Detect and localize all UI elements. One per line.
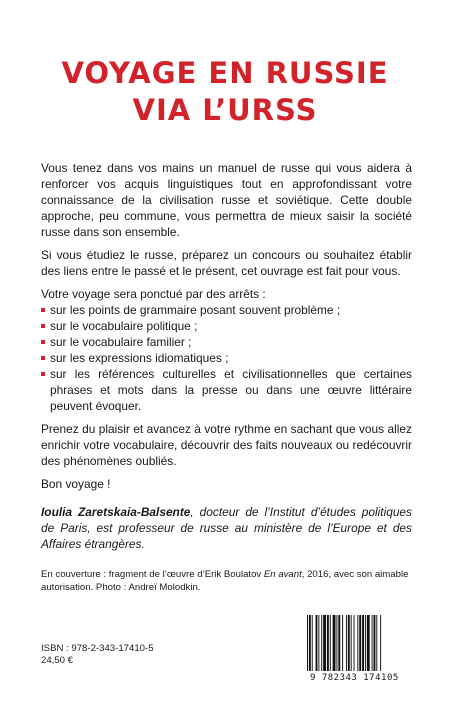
barcode-bar xyxy=(357,615,358,671)
barcode-bar xyxy=(307,615,308,671)
cover-credit xyxy=(41,568,411,594)
book-title-line-1: VOYAGE EN RUSSIE xyxy=(61,56,389,90)
barcode-bar xyxy=(338,615,340,671)
barcode-bar xyxy=(380,615,381,671)
barcode-bar xyxy=(333,615,336,671)
credit-prefix: En couverture : fragment de l’œuvre d’Erik Boulatov xyxy=(41,569,264,580)
barcode-bar xyxy=(323,615,326,671)
list-item: sur le vocabulaire familier ; xyxy=(41,334,412,350)
barcode-bar xyxy=(348,615,350,671)
barcode-bar xyxy=(316,615,318,671)
barcode-bar xyxy=(367,615,370,671)
barcode-bar xyxy=(321,615,322,671)
barcode-bar xyxy=(374,615,376,671)
bon-voyage: Bon voyage ! xyxy=(41,477,111,491)
intro-paragraph: Vous tenez dans vos mains un manuel de russe qui vous aidera à renforcer vos acquis linguistiques tout en approfondissant votre connaissance de la civilisation russe et soviétique. Cette double approche, peu commune, vous permettra de mieux saisir la société russe dans son ensemble. xyxy=(41,161,412,239)
book-title-line-2: VIA L’URSS xyxy=(132,93,318,127)
author-description: , docteur de l’Institut d’études politiques de Paris, est professeur de russe au ministère de l’Europe et des Affaires étrangères. xyxy=(41,505,412,551)
barcode-bar xyxy=(362,615,364,671)
barcode-bar xyxy=(372,615,373,671)
isbn: ISBN : 978-2-343-17410-5 xyxy=(41,643,154,654)
credit-work-title: En avant xyxy=(263,569,302,580)
barcode-bar xyxy=(336,615,337,671)
list-item: sur le vocabulaire politique ; xyxy=(41,318,412,334)
barcode xyxy=(301,615,409,677)
barcode-bar xyxy=(359,615,361,671)
stops-intro: Votre voyage sera ponctué par des arrêts : xyxy=(41,287,266,301)
isbn-block xyxy=(41,643,154,667)
price: 24,50 € xyxy=(41,655,74,666)
barcode-bar xyxy=(309,615,311,671)
stops-list xyxy=(41,302,412,414)
author-bio xyxy=(41,504,412,552)
barcode-bar xyxy=(318,615,319,671)
audience-paragraph: Si vous étudiez le russe, préparez un concours ou souhaitez établir des liens entre le passé et le présent, cet ouvrage est fait pour vous. xyxy=(41,248,412,278)
barcode-bar xyxy=(376,615,377,671)
barcode-bar xyxy=(327,615,329,671)
list-item: sur les points de grammaire posant souvent problème ; xyxy=(41,302,412,318)
credit-suffix: , 2016, avec son aimable autorisation. Photo : Andreï Molodkin. xyxy=(41,569,409,593)
list-item: sur les références culturelles et civilisationnelles que certaines phrases et mots dans la presse ou dans une œuvre littéraire peuvent évoquer. xyxy=(41,366,412,414)
author-name: Ioulia Zaretskaia-Balsente xyxy=(41,505,191,519)
barcode-bar xyxy=(354,615,355,671)
enjoy-paragraph: Prenez du plaisir et avancez à votre rythme en sachant que vous allez enrichir votre vocabulaire, découvrir des faits nouveaux ou redécouvrir des phénomènes oubliés. xyxy=(41,422,412,468)
barcode-bar xyxy=(365,615,366,671)
barcode-bar xyxy=(346,615,347,671)
back-cover-text xyxy=(41,160,412,559)
barcode-bar xyxy=(312,615,313,671)
barcode-number: 9 782343 174105 xyxy=(310,673,399,683)
barcode-bar xyxy=(351,615,352,671)
list-item: sur les expressions idiomatiques ; xyxy=(41,350,412,366)
barcode-bar xyxy=(330,615,331,671)
barcode-bar xyxy=(342,615,343,671)
